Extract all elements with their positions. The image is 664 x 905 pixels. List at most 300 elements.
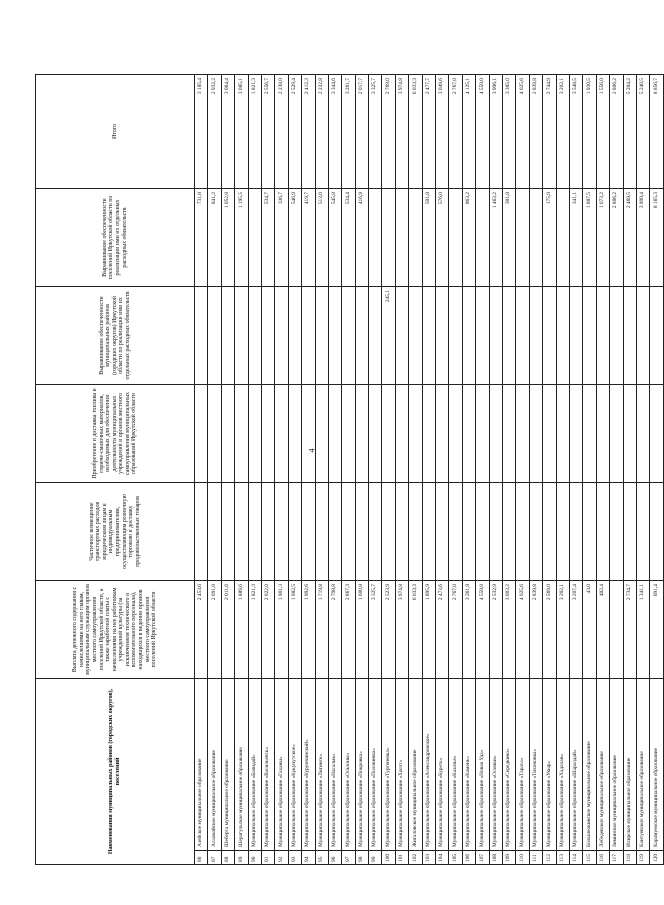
row-pay: 2 667,3 bbox=[342, 581, 355, 679]
row-fuel bbox=[221, 385, 234, 483]
row-total: 2 769,0 bbox=[382, 75, 395, 189]
table-row bbox=[502, 75, 515, 865]
row-total: 3 201,7 bbox=[342, 75, 355, 189]
row-fuel bbox=[556, 385, 569, 483]
table-header-row bbox=[36, 75, 195, 865]
table-row bbox=[436, 75, 449, 865]
row-number: 120 bbox=[650, 851, 663, 865]
row-name: Муниципальное образование «Середкино» bbox=[502, 679, 515, 851]
row-name: Муниципальное образование «Буреть» bbox=[436, 679, 449, 851]
row-number: 116 bbox=[596, 851, 609, 865]
row-total: 4 025,6 bbox=[516, 75, 529, 189]
row-fuel bbox=[462, 385, 475, 483]
row-name: Шерагульское муниципальное образование bbox=[235, 679, 248, 851]
row-fuel bbox=[302, 385, 315, 483]
row-eq-settlements: 1 195,5 bbox=[235, 189, 248, 287]
row-name: Жигаловское муниципальное образование bbox=[409, 679, 422, 851]
header-total: Итого bbox=[36, 75, 195, 189]
table-row bbox=[195, 75, 208, 865]
row-pay: 2 734,7 bbox=[623, 581, 636, 679]
row-number: 107 bbox=[476, 851, 489, 865]
table-row bbox=[489, 75, 502, 865]
table-row bbox=[275, 75, 288, 865]
row-fuel bbox=[275, 385, 288, 483]
row-number: 103 bbox=[422, 851, 435, 865]
row-eq-districts bbox=[556, 287, 569, 385]
row-number: 91 bbox=[261, 851, 274, 865]
row-number: 102 bbox=[409, 851, 422, 865]
row-fuel bbox=[395, 385, 408, 483]
row-fuel bbox=[623, 385, 636, 483]
row-total: 2 238,0 bbox=[275, 75, 288, 189]
row-transport bbox=[261, 483, 274, 581]
row-transport bbox=[583, 483, 596, 581]
table-row bbox=[623, 75, 636, 865]
row-eq-districts bbox=[369, 287, 382, 385]
row-eq-settlements: 1 887,5 bbox=[583, 189, 596, 287]
row-total: 3 548,5 bbox=[569, 75, 582, 189]
row-transport bbox=[409, 483, 422, 581]
row-transport bbox=[556, 483, 569, 581]
row-total: 4 125,1 bbox=[462, 75, 475, 189]
table-row bbox=[650, 75, 663, 865]
row-eq-settlements bbox=[369, 189, 382, 287]
row-number: 104 bbox=[436, 851, 449, 865]
row-name: Муниципальное образование «Покровка» bbox=[355, 679, 368, 851]
row-number: 100 bbox=[382, 851, 395, 865]
row-transport bbox=[476, 483, 489, 581]
row-number: 115 bbox=[583, 851, 596, 865]
row-eq-settlements: 546,9 bbox=[288, 189, 301, 287]
row-number: 97 bbox=[342, 851, 355, 865]
row-number: 88 bbox=[221, 851, 234, 865]
row-fuel bbox=[529, 385, 542, 483]
row-transport bbox=[436, 483, 449, 581]
row-total: 5 204,2 bbox=[623, 75, 636, 189]
row-fuel bbox=[610, 385, 623, 483]
row-fuel bbox=[422, 385, 435, 483]
row-pay: 2 569,0 bbox=[543, 581, 556, 679]
row-eq-settlements: 863,2 bbox=[462, 189, 475, 287]
row-transport bbox=[502, 483, 515, 581]
row-eq-settlements: 841,2 bbox=[208, 189, 221, 287]
row-transport bbox=[195, 483, 208, 581]
row-name: Муниципальное образование «Тихоновка» bbox=[529, 679, 542, 851]
row-eq-districts bbox=[462, 287, 475, 385]
row-number: 110 bbox=[516, 851, 529, 865]
row-eq-districts bbox=[422, 287, 435, 385]
row-fuel bbox=[436, 385, 449, 483]
row-eq-districts bbox=[302, 287, 315, 385]
row-total: 3 996,1 bbox=[489, 75, 502, 189]
header-eq-districts: Выравнивание обеспеченности муниципальных районов (городских округов) Иркутской области по реализации ими их отдельных расходных обязательств bbox=[36, 287, 195, 385]
row-total: 2 477,7 bbox=[422, 75, 435, 189]
row-transport bbox=[623, 483, 636, 581]
row-pay: 2 798,8 bbox=[328, 581, 341, 679]
row-name: Муниципальное образование «Кукунутское» bbox=[288, 679, 301, 851]
row-eq-settlements: 534,4 bbox=[342, 189, 355, 287]
row-name: Муниципальное образование «Лигинск» bbox=[315, 679, 328, 851]
row-transport bbox=[516, 483, 529, 581]
row-pay: 1 600,8 bbox=[355, 581, 368, 679]
table-row bbox=[422, 75, 435, 865]
row-eq-settlements bbox=[395, 189, 408, 287]
row-transport bbox=[208, 483, 221, 581]
row-eq-districts: 245,1 bbox=[382, 287, 395, 385]
table-row bbox=[315, 75, 328, 865]
row-pay: 2 473,6 bbox=[436, 581, 449, 679]
row-eq-settlements bbox=[382, 189, 395, 287]
row-fuel bbox=[476, 385, 489, 483]
table-row bbox=[556, 75, 569, 865]
row-pay: 3 325,7 bbox=[369, 581, 382, 679]
row-pay: 1 982,5 bbox=[288, 581, 301, 679]
row-pay: 1 889,6 bbox=[235, 581, 248, 679]
row-eq-settlements: 1 073,2 bbox=[596, 189, 609, 287]
table-row bbox=[409, 75, 422, 865]
row-fuel bbox=[288, 385, 301, 483]
row-pay: 1 719,8 bbox=[315, 581, 328, 679]
row-name: Муниципальное образование «Гаханы» bbox=[275, 679, 288, 851]
row-eq-districts bbox=[328, 287, 341, 385]
row-pay: 6 033,3 bbox=[409, 581, 422, 679]
row-name: Муниципальное образование «Укыр» bbox=[543, 679, 556, 851]
row-eq-settlements: 381,8 bbox=[502, 189, 515, 287]
row-pay: 1 992,6 bbox=[302, 581, 315, 679]
row-pay: 2 011,6 bbox=[221, 581, 234, 679]
row-name: Муниципальное образование «Курумчинский» bbox=[302, 679, 315, 851]
row-name: Муниципальное образование «Хогот» bbox=[395, 679, 408, 851]
row-eq-districts bbox=[583, 287, 596, 385]
row-number: 101 bbox=[395, 851, 408, 865]
row-pay: 43,0 bbox=[583, 581, 596, 679]
row-eq-districts bbox=[208, 287, 221, 385]
row-eq-settlements: 3 899,4 bbox=[636, 189, 649, 287]
row-eq-districts bbox=[529, 287, 542, 385]
row-eq-settlements: 175,9 bbox=[543, 189, 556, 287]
row-name: Зиминское муниципальное образование bbox=[610, 679, 623, 851]
row-number: 117 bbox=[610, 851, 623, 865]
page-number: 4 bbox=[307, 448, 317, 453]
row-transport bbox=[569, 483, 582, 581]
row-total: 2 529,4 bbox=[288, 75, 301, 189]
row-eq-districts bbox=[636, 287, 649, 385]
row-pay: 2 767,0 bbox=[449, 581, 462, 679]
row-transport bbox=[462, 483, 475, 581]
row-eq-settlements: 545,8 bbox=[328, 189, 341, 287]
row-eq-districts bbox=[610, 287, 623, 385]
table-row bbox=[355, 75, 368, 865]
row-eq-districts bbox=[248, 287, 261, 385]
row-total: 1 930,5 bbox=[583, 75, 596, 189]
row-number: 87 bbox=[208, 851, 221, 865]
row-fuel bbox=[195, 385, 208, 483]
row-fuel bbox=[489, 385, 502, 483]
row-eq-settlements: 513,0 bbox=[315, 189, 328, 287]
row-fuel bbox=[543, 385, 556, 483]
row-fuel bbox=[636, 385, 649, 483]
row-transport bbox=[302, 483, 315, 581]
row-pay: 691,4 bbox=[650, 581, 663, 679]
table-row bbox=[235, 75, 248, 865]
row-eq-districts bbox=[195, 287, 208, 385]
row-eq-settlements: 1 052,8 bbox=[221, 189, 234, 287]
allocation-table bbox=[35, 74, 664, 865]
row-total: 2 412,3 bbox=[302, 75, 315, 189]
row-number: 95 bbox=[315, 851, 328, 865]
row-eq-districts bbox=[355, 287, 368, 385]
row-eq-settlements: 341,1 bbox=[569, 189, 582, 287]
row-fuel bbox=[369, 385, 382, 483]
table-row bbox=[248, 75, 261, 865]
row-eq-districts bbox=[449, 287, 462, 385]
row-number: 119 bbox=[636, 851, 649, 865]
row-fuel bbox=[235, 385, 248, 483]
row-total: 2 744,9 bbox=[543, 75, 556, 189]
row-transport bbox=[382, 483, 395, 581]
row-total: 1 821,3 bbox=[248, 75, 261, 189]
row-name: Муниципальное образование «Ользоны» bbox=[342, 679, 355, 851]
row-total: 5 240,5 bbox=[636, 75, 649, 189]
row-total: 4 559,0 bbox=[476, 75, 489, 189]
row-fuel bbox=[409, 385, 422, 483]
row-eq-settlements bbox=[248, 189, 261, 287]
row-transport bbox=[315, 483, 328, 581]
row-number: 90 bbox=[248, 851, 261, 865]
row-name: Муниципальное образование «Шаралдай» bbox=[569, 679, 582, 851]
row-name: Шеберта муниципальное образование bbox=[221, 679, 234, 851]
row-total: 6 033,3 bbox=[409, 75, 422, 189]
table-row bbox=[328, 75, 341, 865]
row-number: 93 bbox=[288, 851, 301, 865]
row-eq-districts bbox=[516, 287, 529, 385]
table-row bbox=[288, 75, 301, 865]
row-eq-settlements bbox=[516, 189, 529, 287]
row-transport bbox=[489, 483, 502, 581]
row-total: 2 017,7 bbox=[355, 75, 368, 189]
row-eq-settlements: 1 463,2 bbox=[489, 189, 502, 287]
row-pay: 1 821,3 bbox=[248, 581, 261, 679]
row-total: 2 232,8 bbox=[315, 75, 328, 189]
row-transport bbox=[395, 483, 408, 581]
row-eq-districts bbox=[436, 287, 449, 385]
row-transport bbox=[449, 483, 462, 581]
row-transport bbox=[328, 483, 341, 581]
row-name: Муниципальное образование «Казачье» bbox=[449, 679, 462, 851]
row-transport bbox=[355, 483, 368, 581]
row-eq-settlements: 416,9 bbox=[355, 189, 368, 287]
row-pay: 2 091,0 bbox=[208, 581, 221, 679]
table-row bbox=[382, 75, 395, 865]
table-row bbox=[449, 75, 462, 865]
row-transport bbox=[275, 483, 288, 581]
row-eq-districts bbox=[275, 287, 288, 385]
row-eq-settlements bbox=[449, 189, 462, 287]
row-transport bbox=[636, 483, 649, 581]
row-eq-settlements: 336,7 bbox=[275, 189, 288, 287]
row-fuel bbox=[449, 385, 462, 483]
row-total: 2 932,2 bbox=[208, 75, 221, 189]
row-number: 113 bbox=[556, 851, 569, 865]
table-row bbox=[596, 75, 609, 865]
row-name: Илирское муниципальное образование bbox=[623, 679, 636, 851]
row-transport bbox=[342, 483, 355, 581]
header-name: Наименования муниципальных районов (городских округов), поселений bbox=[36, 679, 195, 865]
row-total: 2 839,8 bbox=[529, 75, 542, 189]
row-name: Муниципальное образование «Тараса» bbox=[516, 679, 529, 851]
header-pay: Выплата денежного содержания с начислениями на него главам, муниципальным служащим органов местного самоуправления поселений Иркутской области, а также заработной платы с начислениями на нее работникам учреждений культуры (за исключением технического и вспомогательного персонала), находящихся в ведении органов местного самоуправления поселений Иркутской области bbox=[36, 581, 195, 679]
table-row bbox=[583, 75, 596, 865]
row-transport bbox=[422, 483, 435, 581]
row-number: 89 bbox=[235, 851, 248, 865]
row-pay: 482,4 bbox=[596, 581, 609, 679]
row-pay: 3 202,1 bbox=[556, 581, 569, 679]
row-total: 3 325,7 bbox=[369, 75, 382, 189]
table-row bbox=[395, 75, 408, 865]
row-name: Азейское муниципальное образование bbox=[195, 679, 208, 851]
row-name: Большеокинское муниципальное образование bbox=[583, 679, 596, 851]
table-row bbox=[543, 75, 556, 865]
table-row bbox=[342, 75, 355, 865]
row-number: 99 bbox=[369, 851, 382, 865]
table-row bbox=[369, 75, 382, 865]
row-name: Муниципальное образование «Новая Уда» bbox=[476, 679, 489, 851]
row-transport bbox=[543, 483, 556, 581]
row-name: Муниципальное образование «Камень» bbox=[462, 679, 475, 851]
row-name: Муниципальное образование «Хадахан» bbox=[556, 679, 569, 851]
header-fuel: Приобретение и доставка топлива и горюче-смазочных материалов, необходимых для обеспечения деятельности муниципальных учреждений и органов местного самоуправления муниципальных образований Иркутской области bbox=[36, 385, 195, 483]
row-fuel bbox=[248, 385, 261, 483]
row-eq-districts bbox=[221, 287, 234, 385]
row-eq-districts bbox=[235, 287, 248, 385]
row-total: 3 049,6 bbox=[436, 75, 449, 189]
row-total: 3 064,4 bbox=[221, 75, 234, 189]
row-pay: 4 025,6 bbox=[516, 581, 529, 679]
table-row bbox=[569, 75, 582, 865]
row-transport bbox=[529, 483, 542, 581]
row-name: Муниципальное образование «Александровское» bbox=[422, 679, 435, 851]
row-total: 2 806,2 bbox=[610, 75, 623, 189]
row-total: 3 185,4 bbox=[195, 75, 208, 189]
row-pay: 2 839,8 bbox=[529, 581, 542, 679]
row-eq-districts bbox=[489, 287, 502, 385]
row-fuel bbox=[315, 385, 328, 483]
row-eq-settlements bbox=[529, 189, 542, 287]
row-pay: 3 261,9 bbox=[462, 581, 475, 679]
row-fuel bbox=[650, 385, 663, 483]
row-eq-districts bbox=[342, 287, 355, 385]
row-pay: 2 453,6 bbox=[195, 581, 208, 679]
row-number: 86 bbox=[195, 851, 208, 865]
row-eq-districts bbox=[502, 287, 515, 385]
row-name: Муниципальное образование «Половинка» bbox=[369, 679, 382, 851]
row-eq-settlements: 2 806,2 bbox=[610, 189, 623, 287]
row-pay: 3 974,8 bbox=[395, 581, 408, 679]
row-eq-districts bbox=[288, 287, 301, 385]
table-row bbox=[302, 75, 315, 865]
row-eq-districts bbox=[623, 287, 636, 385]
row-total: 3 085,1 bbox=[235, 75, 248, 189]
row-pay: 2 022,0 bbox=[261, 581, 274, 679]
row-fuel bbox=[208, 385, 221, 483]
row-eq-settlements: 576,0 bbox=[436, 189, 449, 287]
row-transport bbox=[596, 483, 609, 581]
row-total: 3 344,6 bbox=[328, 75, 341, 189]
row-number: 94 bbox=[302, 851, 315, 865]
table-row bbox=[221, 75, 234, 865]
row-name: Муниципальное образование «Олонки» bbox=[489, 679, 502, 851]
row-number: 105 bbox=[449, 851, 462, 865]
row-eq-districts bbox=[409, 287, 422, 385]
row-number: 109 bbox=[502, 851, 515, 865]
row-total: 8 856,7 bbox=[650, 75, 663, 189]
row-eq-districts bbox=[650, 287, 663, 385]
row-transport bbox=[235, 483, 248, 581]
row-number: 92 bbox=[275, 851, 288, 865]
row-pay: 3 003,2 bbox=[502, 581, 515, 679]
row-eq-districts bbox=[261, 287, 274, 385]
row-eq-districts bbox=[395, 287, 408, 385]
row-number: 114 bbox=[569, 851, 582, 865]
table-row bbox=[636, 75, 649, 865]
table-row bbox=[208, 75, 221, 865]
row-total: 2 767,0 bbox=[449, 75, 462, 189]
row-eq-districts bbox=[569, 287, 582, 385]
row-pay: 2 523,9 bbox=[382, 581, 395, 679]
row-number: 112 bbox=[543, 851, 556, 865]
row-pay: 1 895,9 bbox=[422, 581, 435, 679]
row-number: 111 bbox=[529, 851, 542, 865]
row-pay: 4 559,0 bbox=[476, 581, 489, 679]
row-name: Муниципальное образование «Баяндай» bbox=[248, 679, 261, 851]
row-eq-districts bbox=[543, 287, 556, 385]
table-body bbox=[195, 75, 664, 865]
row-transport bbox=[369, 483, 382, 581]
table-row bbox=[462, 75, 475, 865]
row-name: Муниципальное образование «Нагалык» bbox=[328, 679, 341, 851]
row-name: Муниципальное образование «Тургеневка» bbox=[382, 679, 395, 851]
row-number: 118 bbox=[623, 851, 636, 865]
table-row bbox=[516, 75, 529, 865]
row-fuel bbox=[261, 385, 274, 483]
row-transport bbox=[650, 483, 663, 581]
row-name: Алзамайское муниципальное образование bbox=[208, 679, 221, 851]
row-fuel bbox=[583, 385, 596, 483]
row-fuel bbox=[502, 385, 515, 483]
row-name: Лебедевское муниципальное образование bbox=[596, 679, 609, 851]
row-name: Кантуевское муниципальное образование bbox=[636, 679, 649, 851]
row-name: Муниципальное образование «Васильевск» bbox=[261, 679, 274, 851]
row-fuel bbox=[516, 385, 529, 483]
table-row bbox=[476, 75, 489, 865]
row-total: 2 556,7 bbox=[261, 75, 274, 189]
row-pay: 2 532,9 bbox=[489, 581, 502, 679]
row-eq-districts bbox=[315, 287, 328, 385]
row-number: 98 bbox=[355, 851, 368, 865]
row-name: Карамуевское муниципальное образование bbox=[650, 679, 663, 851]
row-eq-settlements bbox=[409, 189, 422, 287]
row-total: 3 385,0 bbox=[502, 75, 515, 189]
header-eq-settlements: Выравнивание обеспеченности поселений Иркутской области по реализации ими их отдельных расходных обязательств bbox=[36, 189, 195, 287]
row-eq-settlements bbox=[556, 189, 569, 287]
row-fuel bbox=[342, 385, 355, 483]
row-eq-districts bbox=[596, 287, 609, 385]
row-eq-settlements: 2 469,5 bbox=[623, 189, 636, 287]
row-transport bbox=[248, 483, 261, 581]
row-number: 108 bbox=[489, 851, 502, 865]
row-number: 106 bbox=[462, 851, 475, 865]
row-pay: 1 341,1 bbox=[636, 581, 649, 679]
